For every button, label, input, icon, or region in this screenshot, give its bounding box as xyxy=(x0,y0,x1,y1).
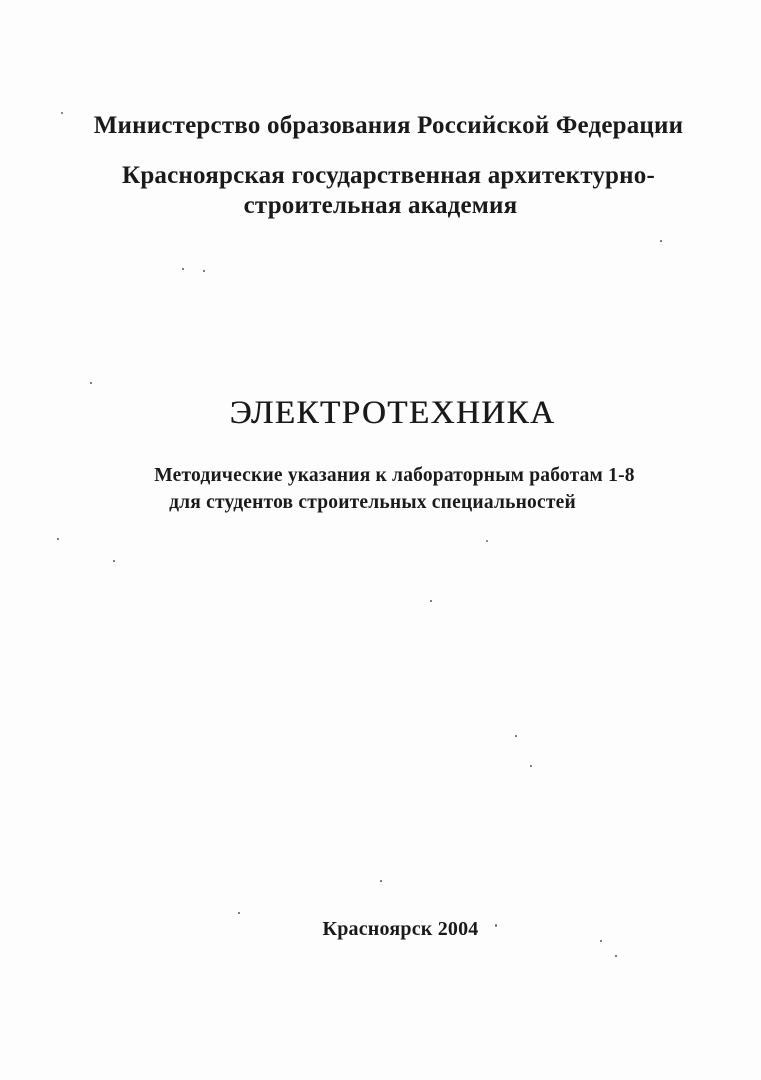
scan-speck xyxy=(203,270,205,272)
document-title: ЭЛЕКТРОТЕХНИКА xyxy=(229,395,556,431)
scan-speck xyxy=(530,765,532,767)
scan-speck xyxy=(495,924,497,927)
scan-speck xyxy=(430,600,432,602)
city-and-year: Красноярск 2004 xyxy=(322,918,479,940)
scan-speck xyxy=(486,540,488,542)
scan-speck xyxy=(113,560,115,562)
scan-speck xyxy=(182,268,184,270)
scan-speck xyxy=(57,538,59,540)
scan-speck xyxy=(90,382,92,384)
academy-name-line-1: Красноярская государственная архитектурно- xyxy=(122,162,655,189)
scan-speck xyxy=(380,880,382,882)
document-subtitle-line-1: Методические указания к лабораторным работам 1-8 xyxy=(154,465,635,486)
scan-speck xyxy=(615,955,617,957)
scan-speck xyxy=(61,112,63,114)
scan-speck xyxy=(660,240,662,242)
scan-speck xyxy=(238,912,240,914)
academy-name-line-2: строительная академия xyxy=(243,192,518,219)
ministry-heading: Министерство образования Российской Федерации xyxy=(93,112,684,139)
document-subtitle-line-2: для студентов строительных специальностей xyxy=(169,492,576,513)
scan-speck xyxy=(600,940,602,942)
scan-speck xyxy=(515,735,517,737)
